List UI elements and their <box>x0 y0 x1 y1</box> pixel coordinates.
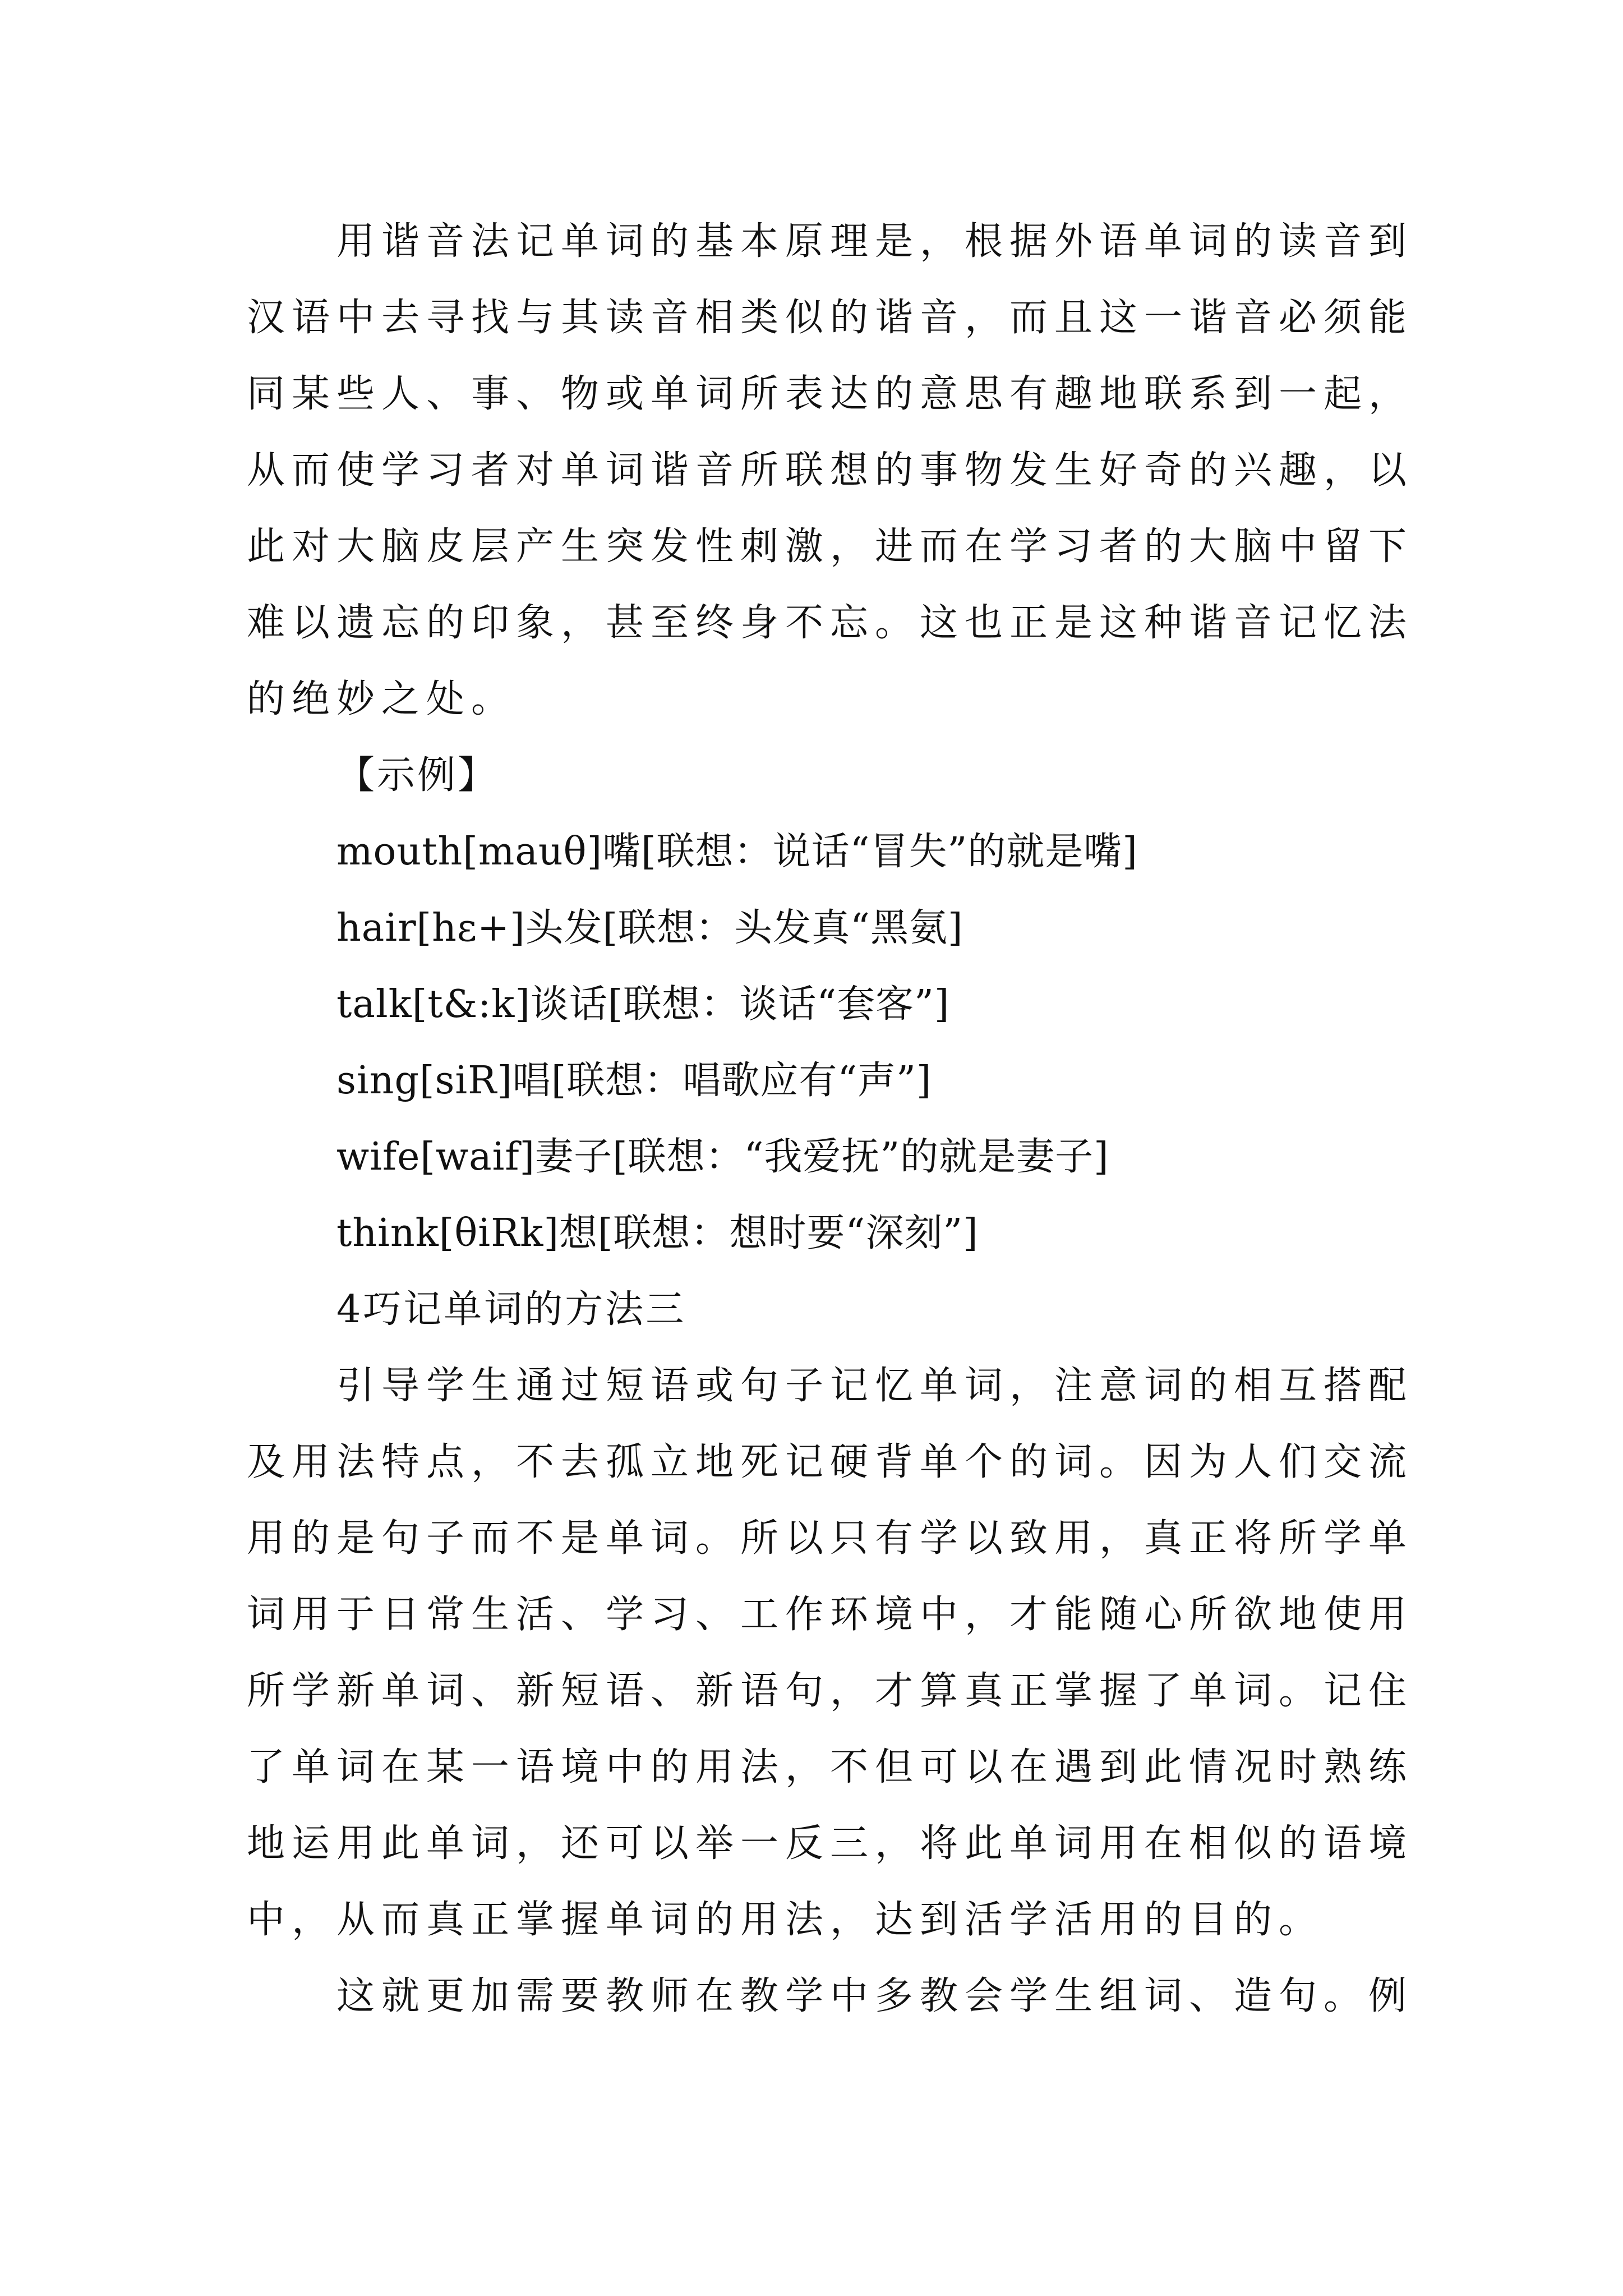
paragraph-line: 引导学生通过短语或句子记忆单词，注意词的相互搭配 <box>336 1364 1414 1408</box>
paragraph-line: 的绝妙之处。 <box>247 677 517 721</box>
paragraph-line: 地运用此单词，还可以举一反三，将此单词用在相似的语境 <box>247 1821 1414 1866</box>
example-line: hair[hε+]头发[联想：头发真“黑氨] <box>336 906 963 950</box>
paragraph-line: 及用法特点，不去孤立地死记硬背单个的词。因为人们交流 <box>247 1440 1414 1484</box>
paragraph-line: 同某些人、事、物或单词所表达的意思有趣地联系到一起， <box>247 372 1414 416</box>
paragraph-line: 这就更加需要教师在教学中多教会学生组词、造句。例 <box>336 1974 1414 2018</box>
example-line: mouth[mauθ]嘴[联想：说话“冒失”的就是嘴] <box>336 830 1138 874</box>
paragraph-line: 难以遗忘的印象，甚至终身不忘。这也正是这种谐音记忆法 <box>247 601 1414 645</box>
paragraph-line: 汉语中去寻找与其读音相类似的谐音，而且这一谐音必须能 <box>247 296 1414 340</box>
example-line: talk[t&:k]谈话[联想：谈话“套客”] <box>336 982 950 1027</box>
paragraph-line: 此对大脑皮层产生突发性刺激，进而在学习者的大脑中留下 <box>247 524 1414 569</box>
section-heading: 4巧记单词的方法三 <box>336 1287 686 1332</box>
paragraph-line: 从而使学习者对单词谐音所联想的事物发生好奇的兴趣，以 <box>247 448 1414 493</box>
example-line: sing[siR]唱[联想：唱歌应有“声”] <box>336 1059 932 1103</box>
paragraph-line: 所学新单词、新短语、新语句，才算真正掌握了单词。记住 <box>247 1669 1414 1713</box>
paragraph-line: 了单词在某一语境中的用法，不但可以在遇到此情况时熟练 <box>247 1745 1414 1789</box>
paragraph-line: 词用于日常生活、学习、工作环境中，才能随心所欲地使用 <box>247 1593 1414 1637</box>
example-line: think[θiRk]想[联想：想时要“深刻”] <box>336 1211 979 1255</box>
example-line: wife[waif]妻子[联想：“我爱抚”的就是妻子] <box>336 1135 1109 1179</box>
paragraph-line: 用的是句子而不是单词。所以只有学以致用，真正将所学单 <box>247 1516 1414 1561</box>
example-heading: 【示例】 <box>336 753 499 798</box>
paragraph-line: 用谐音法记单词的基本原理是，根据外语单词的读音到 <box>336 219 1414 264</box>
paragraph-line: 中，从而真正掌握单词的用法，达到活学活用的目的。 <box>247 1898 1324 1942</box>
